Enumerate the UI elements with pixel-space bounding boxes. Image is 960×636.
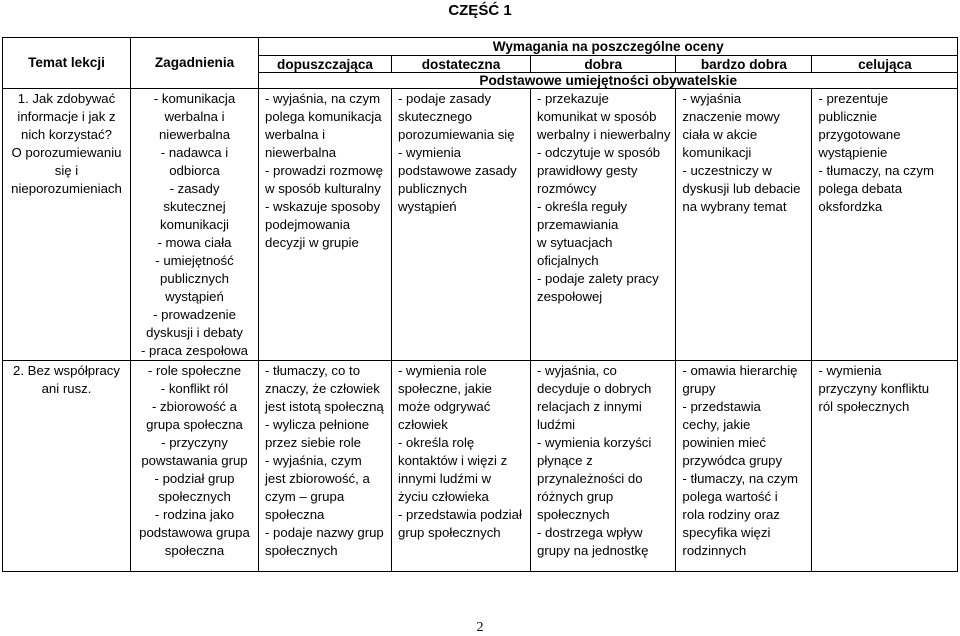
cell-line: przygotowane	[818, 127, 901, 142]
cell-line: społeczna	[164, 543, 225, 558]
cell-line: dyskusji i debaty	[146, 325, 243, 340]
cell-line: relacjach z innymi	[537, 399, 642, 414]
cell-line: może odgrywać	[398, 399, 491, 414]
cell-line: - wyjaśnia	[682, 91, 742, 106]
cell-line: płynące z	[537, 453, 593, 468]
cell-line: - podaje nazwy grup	[265, 525, 384, 540]
grade-cell-bardzo-dobra	[676, 89, 812, 361]
cell-line: rozmówcy	[537, 181, 597, 196]
cell-line: się i	[54, 163, 79, 178]
cell-line: - omawia hierarchię	[682, 363, 798, 378]
cell-line: - umiejętność	[155, 253, 234, 268]
grade-cell-celujaca	[812, 361, 958, 572]
cell-line: nieporozumieniach	[11, 181, 122, 196]
cell-line: oficjalnych	[537, 253, 599, 268]
requirements-table	[2, 37, 958, 572]
issues-cell	[131, 89, 259, 361]
cell-line: - rodzina jako	[154, 507, 235, 522]
grade-header-dostateczna: dostateczna	[392, 56, 531, 73]
grade-cell-dobra	[531, 361, 676, 572]
cell-line: niewerbalna	[265, 145, 337, 160]
cell-line: niewerbalna	[158, 127, 231, 142]
lesson-topic-cell	[3, 361, 131, 572]
cell-line: skutecznej	[163, 199, 226, 214]
issues-cell	[131, 361, 259, 572]
cell-line: - wyjaśnia, czym	[265, 453, 362, 468]
cell-line: - podział grup	[154, 471, 235, 486]
cell-line: grupa społeczna	[146, 417, 243, 432]
grade-cell-celujaca	[812, 89, 958, 361]
cell-line: - wymienia	[818, 363, 882, 378]
cell-line: ról społecznych	[818, 399, 910, 414]
cell-line: - określa reguły	[537, 199, 628, 214]
cell-line: rola rodziny oraz	[682, 507, 780, 522]
topic-header: Temat lekcji	[3, 38, 131, 89]
grade-header-celujaca: celująca	[812, 56, 958, 73]
cell-line: oksfordzka	[818, 199, 883, 214]
cell-line: wystąpienie	[818, 145, 888, 160]
cell-line: publicznie	[818, 109, 878, 124]
cell-line: znaczy, że człowiek	[265, 381, 380, 396]
cell-line: - zasady	[169, 181, 220, 196]
cell-line: grup społecznych	[398, 525, 501, 540]
cell-line: ciała w akcie	[682, 127, 758, 142]
requirements-header: Wymagania na poszczególne oceny	[259, 38, 958, 56]
cell-line: komunikacji	[160, 217, 229, 232]
cell-line: - wymienia role	[398, 363, 487, 378]
cell-line: innymi ludźmi w	[398, 471, 492, 486]
cell-line: społeczne, jakie	[398, 381, 492, 396]
cell-line: werbalna i	[164, 109, 225, 124]
grade-cell-dostateczna	[392, 89, 531, 361]
cell-line: powinien mieć	[682, 435, 766, 450]
cell-line: podstawowe zasady	[398, 163, 517, 178]
table-body	[3, 89, 958, 572]
cell-line: porozumiewania się	[398, 127, 515, 142]
cell-line: przemawiania	[537, 217, 619, 232]
cell-line: polega debata	[818, 181, 903, 196]
cell-line: - wymienia	[398, 145, 462, 160]
grade-cell-dobra	[531, 89, 676, 361]
cell-line: podstawowa grupa	[139, 525, 250, 540]
cell-line: - podaje zalety pracy	[537, 271, 659, 286]
cell-line: cechy, jakie	[682, 417, 751, 432]
cell-line: polega komunikacja	[265, 109, 382, 124]
cell-line: społeczna	[265, 507, 325, 522]
cell-line: decyzji w grupie	[265, 235, 359, 250]
cell-line: - przedstawia podział	[398, 507, 522, 522]
cell-line: komunikat w sposób	[537, 109, 657, 124]
cell-line: specyfika więzi	[682, 525, 771, 540]
cell-line: - tłumaczy, na czym	[682, 471, 798, 486]
cell-line: - wymienia korzyści	[537, 435, 652, 450]
cell-line: w sposób kulturalny	[265, 181, 381, 196]
grade-header-dopuszczajaca: dopuszczająca	[259, 56, 392, 73]
cell-line: przynależności do	[537, 471, 643, 486]
cell-line: - prowadzi rozmowę	[265, 163, 383, 178]
issues-header: Zagadnienia	[131, 38, 259, 89]
cell-line: podejmowania	[265, 217, 351, 232]
cell-line: przyczyny konfliktu	[818, 381, 930, 396]
cell-line: - przedstawia	[682, 399, 761, 414]
cell-line: przez siebie role	[265, 435, 362, 450]
page-number: 2	[476, 620, 484, 635]
cell-line: wystąpień	[398, 199, 457, 214]
grade-cell-dopuszczajaca	[259, 361, 392, 572]
cell-line: werbalna i	[265, 127, 326, 142]
cell-line: grupy na jednostkę	[537, 543, 649, 558]
cell-line: - wylicza pełnione	[265, 417, 370, 432]
cell-line: informacje i jak z	[17, 109, 116, 124]
cell-line: skutecznego	[398, 109, 473, 124]
cell-line: werbalny i niewerbalny	[537, 127, 671, 142]
cell-line: znaczenie mowy	[682, 109, 780, 124]
cell-line: - przyczyny	[161, 435, 228, 450]
cell-line: na wybrany temat	[682, 199, 787, 214]
cell-line: czym – grupa	[265, 489, 345, 504]
cell-line: - tłumaczy, co to	[265, 363, 361, 378]
grade-cell-dopuszczajaca	[259, 89, 392, 361]
cell-line: publicznych	[398, 181, 467, 196]
cell-line: ani rusz.	[41, 381, 92, 396]
cell-line: człowiek	[398, 417, 448, 432]
cell-line: jest istotą społeczną	[265, 399, 384, 414]
cell-line: - wskazuje sposoby	[265, 199, 381, 214]
cell-line: życiu człowieka	[398, 489, 489, 504]
cell-line: - określa rolę	[398, 435, 475, 450]
table-row	[3, 361, 958, 572]
cell-line: - prowadzenie	[153, 307, 236, 322]
cell-line: - wyjaśnia, na czym	[265, 91, 381, 106]
cell-line: - nadawca i	[160, 145, 229, 160]
cell-line: - role społeczne	[147, 363, 242, 378]
cell-line: - komunikacja	[153, 91, 236, 106]
cell-line: - uczestniczy w	[682, 163, 772, 178]
grade-cell-dostateczna	[392, 361, 531, 572]
cell-line: zespołowej	[537, 289, 603, 304]
cell-line: społecznych	[265, 543, 338, 558]
cell-line: - praca zespołowa	[140, 343, 249, 358]
cell-line: - odczytuje w sposób	[537, 145, 661, 160]
cell-line: ludźmi	[537, 417, 576, 432]
cell-line: nich korzystać?	[21, 127, 112, 142]
cell-line: - konflikt ról	[160, 381, 229, 396]
cell-line: 2. Bez współpracy	[12, 363, 120, 378]
cell-line: przywódca grupy	[682, 453, 783, 468]
grade-header-bardzo-dobra: bardzo dobra	[676, 56, 812, 73]
cell-line: powstawania grup	[141, 453, 248, 468]
part-title: CZĘŚĆ 1	[448, 2, 512, 19]
skills-band-header: Podstawowe umiejętności obywatelskie	[259, 73, 958, 89]
cell-line: odbiorca	[169, 163, 220, 178]
cell-line: komunikacji	[682, 145, 752, 160]
cell-line: - wyjaśnia, co	[537, 363, 617, 378]
cell-line: - prezentuje	[818, 91, 889, 106]
cell-line: jest zbiorowość, a	[265, 471, 370, 486]
cell-line: O porozumiewaniu	[11, 145, 122, 160]
grade-cell-bardzo-dobra	[676, 361, 812, 572]
cell-line: społecznych	[537, 507, 610, 522]
cell-line: dyskusji lub debacie	[682, 181, 801, 196]
cell-line: w sytuacjach	[537, 235, 613, 250]
cell-line: - mowa ciała	[157, 235, 232, 250]
cell-line: - podaje zasady	[398, 91, 492, 106]
cell-line: rodzinnych	[682, 543, 747, 558]
cell-line: polega wartość i	[682, 489, 778, 504]
cell-line: grupy	[682, 381, 716, 396]
lesson-topic-cell	[3, 89, 131, 361]
cell-line: społecznych	[158, 489, 231, 504]
cell-line: - przekazuje	[537, 91, 609, 106]
cell-line: różnych grup	[537, 489, 614, 504]
cell-line: wystąpień	[165, 289, 224, 304]
cell-line: - dostrzega wpływ	[537, 525, 643, 540]
table-row	[3, 89, 958, 361]
cell-line: publicznych	[160, 271, 229, 286]
cell-line: - zbiorowość a	[151, 399, 238, 414]
cell-line: prawidłowy gesty	[537, 163, 638, 178]
cell-line: kontaktów i więzi z	[398, 453, 508, 468]
cell-line: decyduje o dobrych	[537, 381, 652, 396]
cell-line: 1. Jak zdobywać	[17, 91, 116, 106]
cell-line: - tłumaczy, na czym	[818, 163, 934, 178]
grade-header-dobra: dobra	[531, 56, 676, 73]
